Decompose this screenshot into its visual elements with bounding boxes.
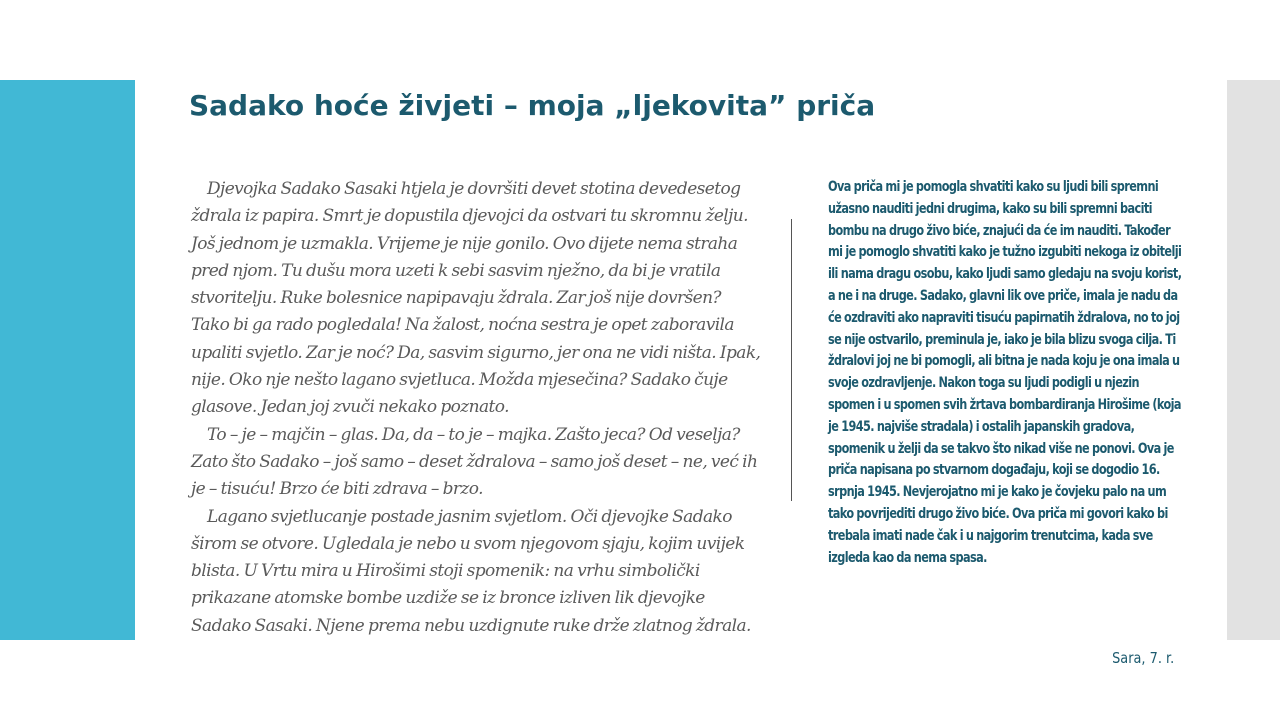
story-paragraph: To – je – majčin – glas. Da, da – to je – majka. Zašto jeca? Od veselja? Zato što Sadako – još samo – deset ždralova – samo još deset – ne, već ih je – tisuću! Brzo će biti zdrava – brzo. (191, 424, 758, 500)
column-divider (791, 219, 792, 501)
slide-title: Sadako hoće živjeti – moja „ljekovita” priča (189, 89, 876, 122)
student-review-text: Ova priča mi je pomogla shvatiti kako su ljudi bili spremni užasno nauditi jedni drugima, kako su bili spremni baciti bombu na drugo živo biće, znajući da će im nauditi. Također mi je pomoglo shvatiti kako je tužno izgubiti nekoga iz obitelji ili nama dragu osobu, kako ljudi samo gledaju na svoju korist, a ne i na druge. Sadako, glavni lik ove priče, imala je nadu da će ozdraviti ako napraviti tisuću papirnatih ždralova, no to joj se nije ostvarilo, preminula je, iako je bila blizu svoga cilja. Ti ždralovi joj ne bi pomogli, ali bitna je nada koju je ona imala u svoje ozdravljenje. Nakon toga su ljudi podigli u njezin spomen i u spomen svih žrtava bombardiranja Hirošime (koja je 1945. najviše stradala) i ostalih japanskih gradova, spomenik u želji da se takvo što nikad više ne ponovi. Ova je priča napisana po stvarnom događaju, koji se dogodio 16. srpnja 1945. Nevjerojatno mi je kako je čovjeku palo na um tako povrijediti drugo živo biće. Ova priča mi govori kako bi trebala imati nade čak i u najgorim trenutcima, kada sve izgleda kao da nema spasa. (828, 178, 1182, 566)
story-paragraph: Djevojka Sadako Sasaki htjela je dovršiti devet stotina devedesetog ždrala iz papira. Smrt je dopustila djevojci da ostvari tu skromnu želju. Još jednom je uzmakla. Vrijeme je nije gonilo. Ovo dijete nema straha pred njom. Tu dušu mora uzeti k sebi sasvim nježno, da bi je vratila stvoritelju. Ruke bolesnice napipavaju ždrala. Zar još nije dovršen? Tako bi ga rado pogledala! Na žalost, noćna sestra je opet zaboravila upaliti svjetlo. Zar je noć? Da, sasvim sigurno, jer ona ne vidi ništa. Ipak, nije. Oko nje nešto lagano svjetluca. Možda mjesečina? Sadako čuje glasove. Jedan joj zvuči nekako poznato. (191, 179, 761, 418)
story-paragraph: Lagano svjetlucanje postade jasnim svjetlom. Oči djevojke Sadako širom se otvore. Ugledala je nebo u svom njegovom sjaju, kojim uvijek blista. U Vrtu mira u Hirošimi stoji spomenik: na vrhu simbolički prikazane atomske bombe uzdiže se iz bronce izliven lik djevojke Sadako Sasaki. Njene prema nebu uzdignute ruke drže zlatnog ždrala. (191, 506, 751, 636)
story-excerpt (191, 176, 761, 640)
right-side-panel (1227, 80, 1280, 640)
review-author: Sara, 7. r. (1111, 649, 1174, 667)
left-accent-bar (0, 80, 135, 640)
